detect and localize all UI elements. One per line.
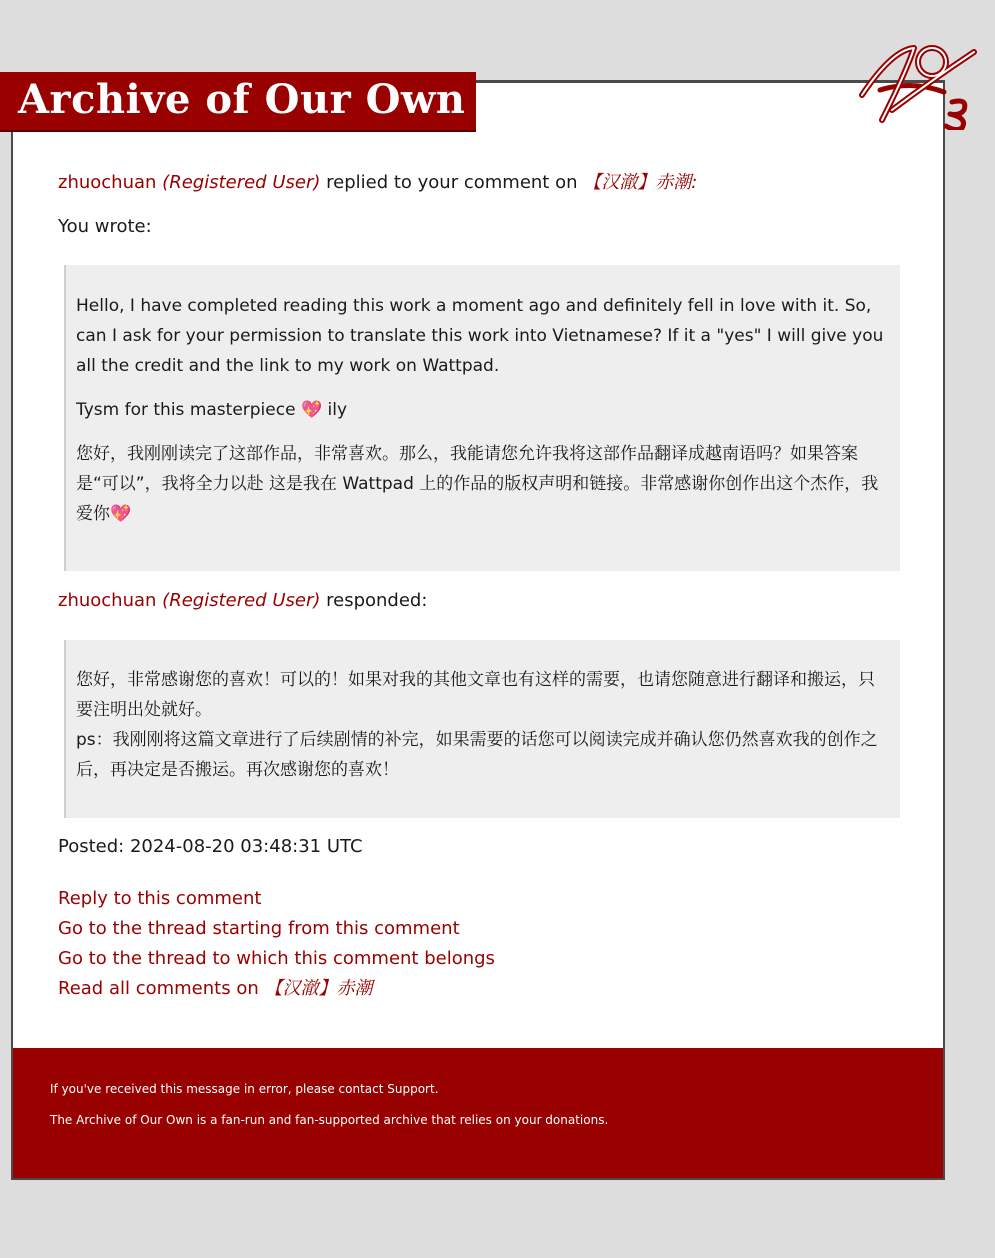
footer-donation-notice: The Archive of Our Own is a fan-run and fan-supported archive that relies on your donations. [50,1113,609,1127]
commenter-link[interactable]: zhuochuan [58,172,157,193]
header-banner [0,72,476,132]
reply-paragraph: 您好，非常感谢您的喜欢！可以的！如果对我的其他文章也有这样的需要，也请您随意进行翻译和搬运，只要注明出处就好。 [76,670,875,720]
read-all-comments-link[interactable] [58,974,495,1004]
action-text: replied to your comment on [326,172,578,193]
you-wrote-label: You wrote: [58,216,152,237]
reply-quote [64,640,900,818]
reply-link[interactable]: Reply to this comment [58,888,262,909]
thread-belongs-link[interactable]: Go to the thread to which this comment belongs [58,948,495,969]
work-title-suffix: : [691,172,698,193]
original-comment-paragraph: 您好，我刚刚读完了这部作品，非常喜欢。那么，我能请您允许我将这部作品翻译成越南语吗？如果答案是“可以”，我将全力以赴 这是我在 Wattpad 上的作品的版权声明和链接。非常感谢你创作出这个杰作，我爱你💖 [76,444,879,524]
responded-line [58,590,427,611]
footer [13,1048,943,1178]
original-comment-paragraph: Hello, I have completed reading this work a moment ago and definitely fell in love with it. So, can I ask for your permission to translate this work into Vietnamese? If it a "yes" I will give you all the credit and the link to my work on Wattpad. [76,296,884,376]
original-comment-quote [64,265,900,571]
footer-error-notice: If you've received this message in error, please contact Support. [50,1082,439,1096]
original-comment-paragraph: Tysm for this masterpiece 💖 ily [76,400,348,420]
ao3-logo-icon[interactable] [852,40,980,130]
read-all-work-title: 【汉澈】赤潮 [264,978,373,999]
commenter-link[interactable]: zhuochuan [58,590,157,611]
read-all-prefix: Read all comments on [58,978,259,999]
notification-intro [58,168,697,194]
action-links [58,884,495,1004]
posted-timestamp: Posted: 2024-08-20 03:48:31 UTC [58,836,363,857]
reply-paragraph: ps：我刚刚将这篇文章进行了后续剧情的补完，如果需要的话您可以阅读完成并确认您仍然喜欢我的创作之后，再决定是否搬运。再次感谢您的喜欢！ [76,730,878,780]
work-title-link[interactable]: 【汉澈】赤潮 [583,172,692,193]
site-title: Archive of Our Own [18,76,466,123]
email-card [11,80,945,1180]
thread-from-link[interactable]: Go to the thread starting from this comment [58,918,460,939]
commenter-role: (Registered User) [162,172,321,193]
responded-label: responded: [326,590,428,611]
commenter-role: (Registered User) [162,590,321,611]
